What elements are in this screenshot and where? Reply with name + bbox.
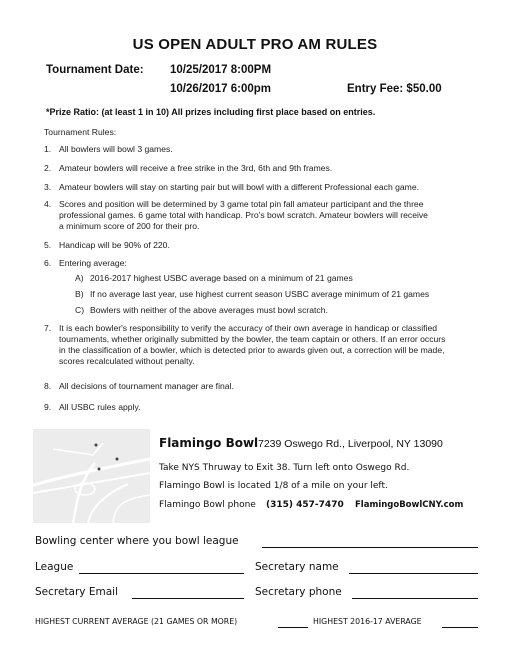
sub-rule-label: B) bbox=[75, 289, 84, 299]
sub-rule-text: Bowlers with neither of the above averages must bowl scratch. bbox=[90, 305, 328, 315]
rule-text: All bowlers will bowl 3 games. bbox=[59, 144, 173, 154]
tournament-date-2: 10/26/2017 6:00pm bbox=[170, 83, 272, 95]
sub-rule-text: If no average last year, use highest current season USBC average minimum of 21 games bbox=[90, 289, 430, 299]
highest-prev-average-label: HIGHEST 2016-17 AVERAGE bbox=[313, 617, 422, 626]
venue-name: Flamingo Bowl bbox=[159, 436, 259, 450]
rule-text: Amateur bowlers will stay on starting pair but will bowl with a different Professional each game. bbox=[59, 182, 419, 192]
venue-website[interactable]: FlamingoBowlCNY.com bbox=[355, 500, 464, 510]
highest-current-average-field[interactable] bbox=[278, 627, 308, 628]
sub-rule-label: C) bbox=[75, 305, 85, 315]
venue-phone: (315) 457-7470 bbox=[266, 500, 344, 510]
venue-address: 7239 Oswego Rd., Liverpool, NY 13090 bbox=[258, 438, 443, 450]
league-center-field[interactable] bbox=[262, 547, 478, 548]
location-map bbox=[33, 429, 150, 523]
rule-number: 1. bbox=[44, 144, 52, 154]
secretary-phone-label: Secretary phone bbox=[255, 586, 342, 598]
league-center-label: Bowling center where you bowl league bbox=[35, 535, 239, 547]
secretary-name-label: Secretary name bbox=[255, 561, 339, 573]
secretary-name-field[interactable] bbox=[349, 573, 478, 574]
venue-location: Flamingo Bowl is located 1/8 of a mile on your left. bbox=[159, 481, 388, 491]
page-title: US OPEN ADULT PRO AM RULES bbox=[132, 36, 378, 53]
secretary-email-label: Secretary Email bbox=[35, 586, 118, 598]
rule-text: Entering average: bbox=[59, 258, 127, 268]
map-graphic bbox=[33, 429, 150, 523]
league-label: League bbox=[35, 561, 74, 573]
venue-phone-label: Flamingo Bowl phone bbox=[159, 500, 256, 510]
rule-number: 4. bbox=[44, 199, 52, 209]
secretary-email-field[interactable] bbox=[132, 598, 244, 599]
venue-directions: Take NYS Thruway to Exit 38. Turn left onto Oswego Rd. bbox=[159, 463, 410, 473]
tournament-date-label: Tournament Date: bbox=[46, 64, 144, 76]
rule-number: 3. bbox=[44, 182, 52, 192]
prize-ratio: *Prize Ratio: (at least 1 in 10) All prizes including first place based on entries. bbox=[46, 107, 376, 117]
highest-current-average-label: HIGHEST CURRENT AVERAGE (21 GAMES OR MORE) bbox=[35, 617, 238, 626]
rule-number: 5. bbox=[44, 240, 52, 250]
tournament-date-1: 10/25/2017 8:00PM bbox=[170, 64, 272, 76]
rule-text: All USBC rules apply. bbox=[59, 402, 141, 412]
rule-text: Scores and position will be determined by 3 game total pin fall amateur participant and the three professional games. 6 game total with handicap. Pro's bowl scratch. Amateur bowlers will receive a minimum score of 200 for their pro. bbox=[59, 199, 428, 231]
rule-text: It is each bowler's responsibility to verify the accuracy of their own average in handicap or classified tournaments, whether originally submitted by the bowler, the team captain or others. If an error occurs in the classification of a bowler, which is detected prior to awards given out, a correction will be made, scores recalculated without penalty. bbox=[59, 323, 446, 366]
secretary-phone-field[interactable] bbox=[352, 598, 478, 599]
highest-prev-average-field[interactable] bbox=[442, 627, 478, 628]
sub-rule-text: 2016-2017 highest USBC average based on a minimum of 21 games bbox=[90, 273, 353, 283]
entry-fee: Entry Fee: $50.00 bbox=[347, 83, 442, 95]
rule-text: Amateur bowlers will receive a free strike in the 3rd, 6th and 9th frames. bbox=[59, 163, 333, 173]
rule-text: All decisions of tournament manager are final. bbox=[59, 381, 234, 391]
rules-heading: Tournament Rules: bbox=[44, 127, 117, 137]
rule-number: 7. bbox=[44, 323, 52, 333]
league-field[interactable] bbox=[79, 573, 244, 574]
rule-number: 2. bbox=[44, 163, 52, 173]
rule-number: 8. bbox=[44, 381, 52, 391]
rule-number: 9. bbox=[44, 402, 52, 412]
rule-number: 6. bbox=[44, 258, 52, 268]
rule-text: Handicap will be 90% of 220. bbox=[59, 240, 170, 250]
sub-rule-label: A) bbox=[75, 273, 84, 283]
